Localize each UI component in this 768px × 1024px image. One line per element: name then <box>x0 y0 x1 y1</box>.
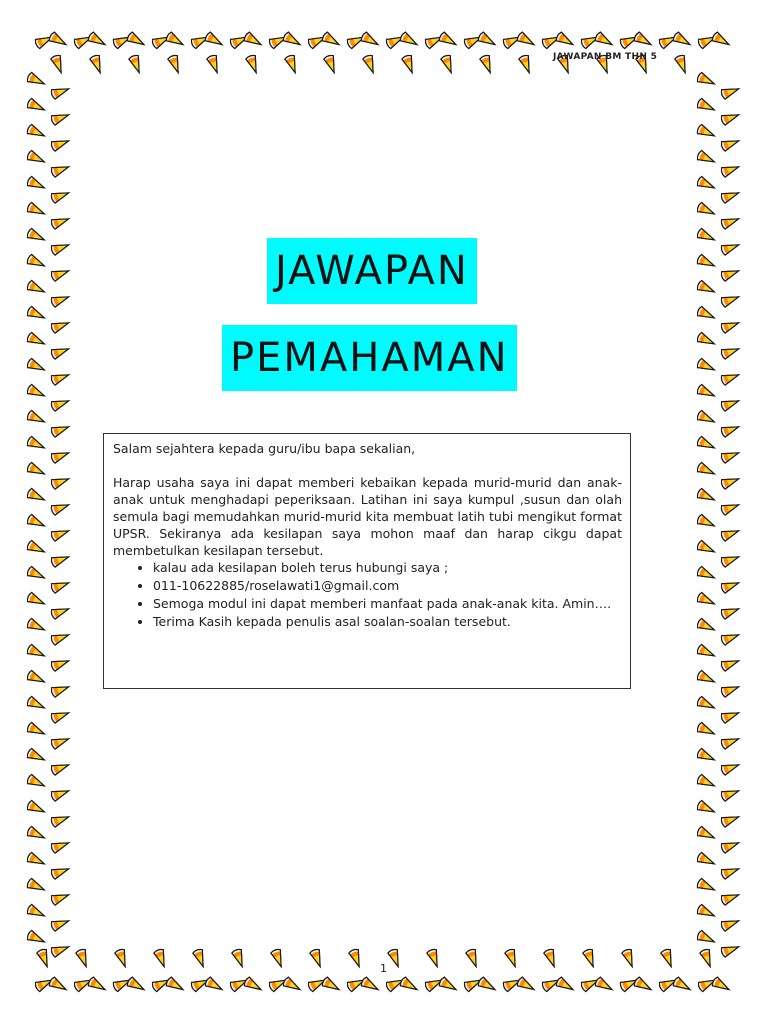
candy-corn-icon <box>696 280 716 296</box>
candy-corn-icon <box>516 976 536 993</box>
candy-corn-icon <box>720 370 740 385</box>
candy-corn-icon <box>720 578 740 593</box>
candy-corn-icon <box>26 306 46 322</box>
candy-corn-icon <box>696 306 716 322</box>
candy-corn-icon <box>50 760 70 775</box>
candy-corn-icon <box>26 566 46 582</box>
candy-corn-icon <box>50 318 70 333</box>
candy-corn-icon <box>50 786 70 801</box>
candy-corn-icon <box>399 976 419 993</box>
candy-corn-icon <box>26 670 46 686</box>
candy-corn-icon <box>720 786 740 801</box>
candy-corn-icon <box>192 948 207 968</box>
candy-corn-icon <box>696 930 716 946</box>
bullet-item: • Terima Kasih kepada penulis asal soalan-soalan tersebut. <box>153 613 622 630</box>
candy-corn-icon <box>594 976 614 993</box>
candy-corn-icon <box>26 878 46 894</box>
candy-corn-icon <box>696 592 716 608</box>
candy-corn-icon <box>699 948 714 968</box>
candy-corn-icon <box>696 332 716 348</box>
candy-corn-icon <box>50 448 70 463</box>
candy-corn-icon <box>696 228 716 244</box>
candy-corn-icon <box>50 500 70 515</box>
candy-corn-icon <box>582 948 597 968</box>
candy-corn-icon <box>720 214 740 229</box>
candy-corn-icon <box>696 72 716 88</box>
candy-corn-icon <box>696 722 716 738</box>
candy-corn-icon <box>633 976 653 993</box>
candy-corn-icon <box>720 760 740 775</box>
candy-corn-icon <box>711 31 731 48</box>
candy-corn-icon <box>711 976 731 993</box>
candy-corn-icon <box>720 422 740 437</box>
candy-corn-icon <box>440 54 455 74</box>
candy-corn-icon <box>696 514 716 530</box>
candy-corn-icon <box>26 462 46 478</box>
candy-corn-icon <box>309 948 324 968</box>
candy-corn-icon <box>87 976 107 993</box>
bullet-item: • kalau ada kesilapan boleh terus hubungi saya ; <box>153 559 622 576</box>
candy-corn-icon <box>621 948 636 968</box>
candy-corn-icon <box>50 552 70 567</box>
candy-corn-icon <box>696 150 716 166</box>
candy-corn-icon <box>50 188 70 203</box>
candy-corn-icon <box>50 110 70 125</box>
candy-corn-icon <box>26 930 46 946</box>
candy-corn-icon <box>50 578 70 593</box>
candy-corn-icon <box>50 812 70 827</box>
candy-corn-icon <box>50 396 70 411</box>
candy-corn-icon <box>720 552 740 567</box>
candy-corn-icon <box>50 54 65 74</box>
candy-corn-icon <box>696 384 716 400</box>
candy-corn-icon <box>26 150 46 166</box>
candy-corn-icon <box>26 618 46 634</box>
candy-corn-icon <box>50 890 70 905</box>
candy-corn-icon <box>594 31 614 48</box>
header-note: JAWAPAN BM THN 5 <box>553 52 658 62</box>
candy-corn-icon <box>399 31 419 48</box>
candy-corn-icon <box>165 31 185 48</box>
candy-corn-icon <box>360 31 380 48</box>
candy-corn-icon <box>50 656 70 671</box>
candy-corn-icon <box>696 566 716 582</box>
candy-corn-icon <box>672 31 692 48</box>
candy-corn-icon <box>26 488 46 504</box>
candy-corn-icon <box>477 976 497 993</box>
candy-corn-icon <box>50 942 70 957</box>
candy-corn-icon <box>720 136 740 151</box>
candy-corn-icon <box>720 916 740 931</box>
candy-corn-icon <box>126 31 146 48</box>
candy-corn-icon <box>555 976 575 993</box>
candy-corn-icon <box>504 948 519 968</box>
candy-corn-icon <box>26 774 46 790</box>
candy-corn-icon <box>26 72 46 88</box>
candy-corn-icon <box>696 176 716 192</box>
candy-corn-icon <box>282 976 302 993</box>
candy-corn-icon <box>720 344 740 359</box>
message-box <box>103 433 631 689</box>
candy-corn-icon <box>26 800 46 816</box>
title-jawapan: JAWAPAN <box>267 238 477 304</box>
candy-corn-icon <box>284 54 299 74</box>
candy-corn-icon <box>720 942 740 957</box>
candy-corn-icon <box>479 54 494 74</box>
candy-corn-icon <box>50 682 70 697</box>
candy-corn-icon <box>26 644 46 660</box>
candy-corn-icon <box>26 98 46 114</box>
bullet-item: • Semoga modul ini dapat memberi manfaat pada anak-anak kita. Amin…. <box>153 595 622 612</box>
candy-corn-icon <box>165 976 185 993</box>
candy-corn-icon <box>50 474 70 489</box>
candy-corn-icon <box>50 864 70 879</box>
candy-corn-icon <box>720 734 740 749</box>
candy-corn-icon <box>50 344 70 359</box>
candy-corn-icon <box>696 748 716 764</box>
candy-corn-icon <box>426 948 441 968</box>
candy-corn-icon <box>720 240 740 255</box>
candy-corn-icon <box>360 976 380 993</box>
candy-corn-icon <box>126 976 146 993</box>
candy-corn-icon <box>50 422 70 437</box>
candy-corn-icon <box>720 266 740 281</box>
candy-corn-icon <box>720 656 740 671</box>
candy-corn-icon <box>270 948 285 968</box>
candy-corn-icon <box>26 254 46 270</box>
candy-corn-icon <box>696 410 716 426</box>
candy-corn-icon <box>660 948 675 968</box>
candy-corn-icon <box>401 54 416 74</box>
candy-corn-icon <box>516 31 536 48</box>
candy-corn-icon <box>720 84 740 99</box>
candy-corn-icon <box>438 976 458 993</box>
message-paragraph: Harap usaha saya ini dapat memberi kebaikan kepada murid-murid dan anak-anak untuk menghadapi peperiksaan. Latihan ini saya kumpul ,susun dan olah semula bagi memudahkan murid-murid kita membuat latih tubi mengikut format UPSR. Sekiranya ada kesilapan saya mohon maaf dan harap cikgu dapat membetulkan kesilapan tersebut. <box>113 475 622 558</box>
candy-corn-icon <box>696 124 716 140</box>
candy-corn-icon <box>245 54 260 74</box>
candy-corn-icon <box>26 748 46 764</box>
candy-corn-icon <box>89 54 104 74</box>
candy-corn-icon <box>26 332 46 348</box>
candy-corn-icon <box>720 708 740 723</box>
candy-corn-icon <box>720 630 740 645</box>
candy-corn-icon <box>720 474 740 489</box>
candy-corn-icon <box>48 31 68 48</box>
candy-corn-icon <box>50 526 70 541</box>
candy-corn-icon <box>26 280 46 296</box>
candy-corn-icon <box>362 54 377 74</box>
candy-corn-icon <box>720 864 740 879</box>
candy-corn-icon <box>26 904 46 920</box>
candy-corn-icon <box>720 526 740 541</box>
candy-corn-icon <box>696 904 716 920</box>
candy-corn-icon <box>696 878 716 894</box>
bullet-item: • 011-10622885/roselawati1@gmail.com <box>153 577 622 594</box>
candy-corn-icon <box>543 948 558 968</box>
candy-corn-icon <box>50 292 70 307</box>
candy-corn-icon <box>26 592 46 608</box>
candy-corn-icon <box>50 604 70 619</box>
candy-corn-icon <box>26 124 46 140</box>
candy-corn-icon <box>696 644 716 660</box>
candy-corn-icon <box>50 630 70 645</box>
candy-corn-icon <box>696 488 716 504</box>
candy-corn-icon <box>477 31 497 48</box>
candy-corn-icon <box>243 31 263 48</box>
page-number: 1 <box>380 962 387 975</box>
candy-corn-icon <box>633 31 653 48</box>
candy-corn-icon <box>696 800 716 816</box>
candy-corn-icon <box>167 54 182 74</box>
candy-corn-icon <box>518 54 533 74</box>
candy-corn-icon <box>50 214 70 229</box>
candy-corn-icon <box>50 370 70 385</box>
candy-corn-icon <box>720 318 740 333</box>
candy-corn-icon <box>720 682 740 697</box>
candy-corn-icon <box>720 604 740 619</box>
candy-corn-icon <box>26 228 46 244</box>
candy-corn-icon <box>153 948 168 968</box>
candy-corn-icon <box>674 54 689 74</box>
candy-corn-icon <box>87 31 107 48</box>
candy-corn-icon <box>204 31 224 48</box>
candy-corn-icon <box>282 31 302 48</box>
candy-corn-icon <box>696 696 716 712</box>
candy-corn-icon <box>36 948 51 968</box>
candy-corn-icon <box>720 110 740 125</box>
candy-corn-icon <box>696 254 716 270</box>
candy-corn-icon <box>26 384 46 400</box>
candy-corn-icon <box>720 500 740 515</box>
candy-corn-icon <box>465 948 480 968</box>
message-greeting: Salam sejahtera kepada guru/ibu bapa sekalian, <box>113 441 416 456</box>
candy-corn-icon <box>26 358 46 374</box>
candy-corn-icon <box>26 514 46 530</box>
candy-corn-icon <box>50 162 70 177</box>
candy-corn-icon <box>50 916 70 931</box>
candy-corn-icon <box>555 31 575 48</box>
candy-corn-icon <box>720 890 740 905</box>
candy-corn-icon <box>50 240 70 255</box>
candy-corn-icon <box>114 948 129 968</box>
candy-corn-icon <box>128 54 143 74</box>
candy-corn-icon <box>75 948 90 968</box>
candy-corn-icon <box>50 734 70 749</box>
candy-corn-icon <box>26 436 46 452</box>
candy-corn-icon <box>720 292 740 307</box>
candy-corn-icon <box>26 852 46 868</box>
candy-corn-icon <box>26 176 46 192</box>
candy-corn-icon <box>50 838 70 853</box>
title-pemahaman: PEMAHAMAN <box>222 325 517 391</box>
candy-corn-icon <box>204 976 224 993</box>
candy-corn-icon <box>696 358 716 374</box>
candy-corn-icon <box>243 976 263 993</box>
candy-corn-icon <box>720 448 740 463</box>
candy-corn-icon <box>50 708 70 723</box>
candy-corn-icon <box>696 462 716 478</box>
candy-corn-icon <box>26 696 46 712</box>
candy-corn-icon <box>50 136 70 151</box>
candy-corn-icon <box>696 436 716 452</box>
candy-corn-icon <box>720 188 740 203</box>
candy-corn-icon <box>387 948 402 968</box>
candy-corn-icon <box>696 98 716 114</box>
candy-corn-icon <box>696 202 716 218</box>
candy-corn-icon <box>26 540 46 556</box>
candy-corn-icon <box>48 976 68 993</box>
candy-corn-icon <box>696 852 716 868</box>
candy-corn-icon <box>50 84 70 99</box>
candy-corn-icon <box>696 618 716 634</box>
candy-corn-icon <box>720 812 740 827</box>
candy-corn-icon <box>26 410 46 426</box>
candy-corn-icon <box>696 826 716 842</box>
candy-corn-icon <box>696 774 716 790</box>
candy-corn-icon <box>696 670 716 686</box>
candy-corn-icon <box>720 162 740 177</box>
candy-corn-icon <box>696 540 716 556</box>
candy-corn-icon <box>323 54 338 74</box>
candy-corn-icon <box>26 826 46 842</box>
candy-corn-icon <box>720 396 740 411</box>
candy-corn-icon <box>26 722 46 738</box>
candy-corn-icon <box>206 54 221 74</box>
candy-corn-icon <box>438 31 458 48</box>
candy-corn-icon <box>720 838 740 853</box>
candy-corn-icon <box>321 976 341 993</box>
candy-corn-icon <box>321 31 341 48</box>
candy-corn-icon <box>348 948 363 968</box>
candy-corn-icon <box>50 266 70 281</box>
candy-corn-icon <box>672 976 692 993</box>
candy-corn-icon <box>26 202 46 218</box>
candy-corn-icon <box>231 948 246 968</box>
message-bullet-list <box>113 559 622 630</box>
